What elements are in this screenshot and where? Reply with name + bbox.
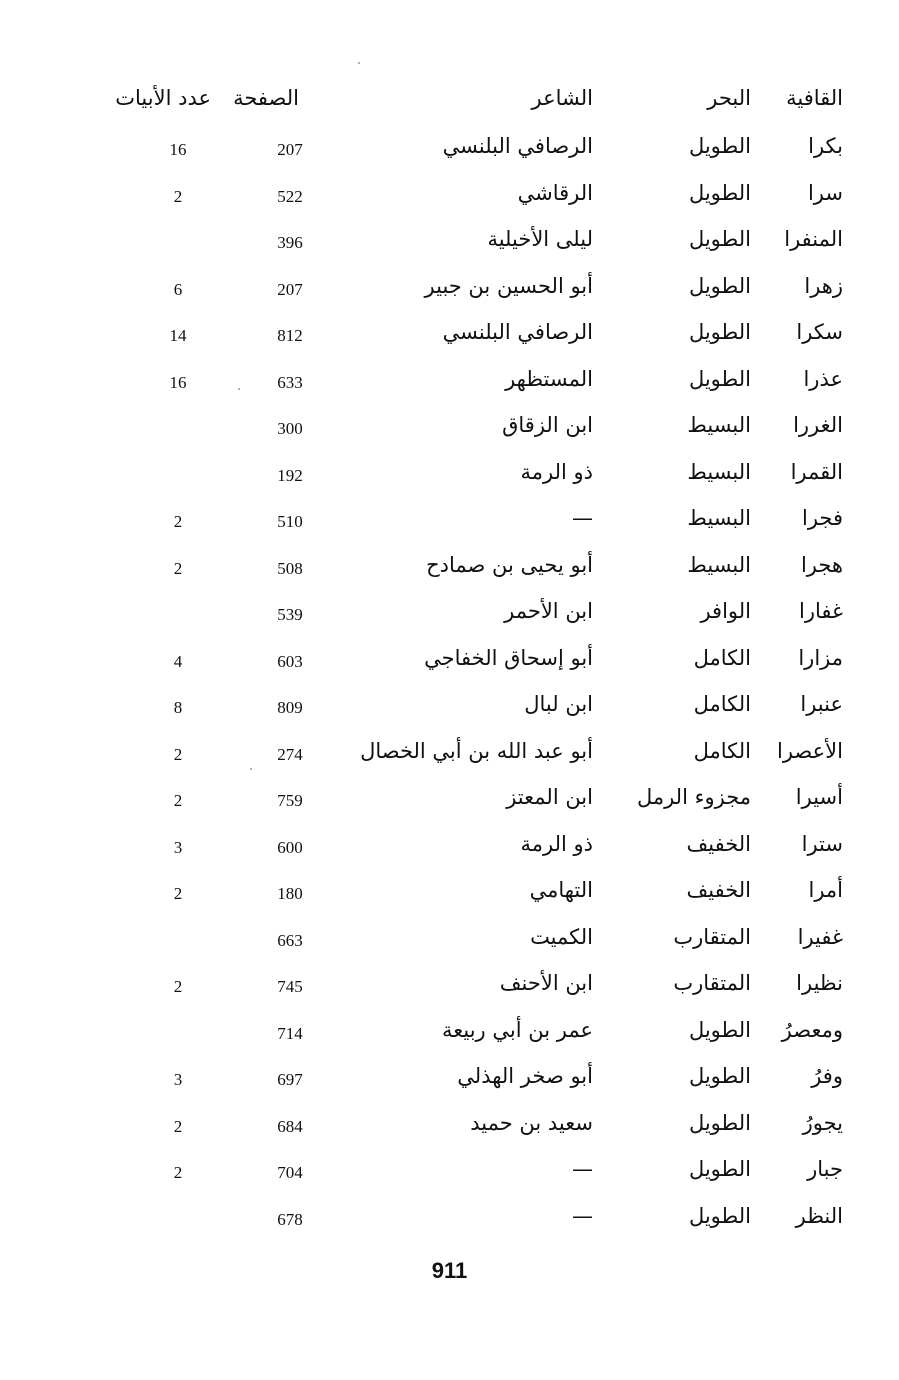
poet-cell: ابن الأحمر — [504, 599, 593, 623]
page-cell: 759 — [277, 791, 303, 810]
qafia-cell: أمرا — [808, 878, 843, 902]
verse-count-cell: 3 — [173, 1070, 183, 1089]
bahr-cell: الطويل — [688, 180, 751, 205]
table-row — [0, 925, 899, 965]
page-cell: 192 — [277, 465, 303, 485]
scan-speck — [238, 388, 240, 390]
table-row — [0, 1111, 899, 1151]
table-row — [0, 646, 899, 686]
bahr-cell: البسيط — [687, 552, 751, 577]
bahr-cell: البسيط — [687, 413, 751, 437]
qafia-cell: عذرا — [803, 366, 843, 391]
qafia-cell: سترا — [801, 831, 843, 856]
table-row — [0, 692, 899, 732]
scan-speck — [358, 62, 360, 64]
page-cell: 522 — [277, 186, 303, 206]
verse-count-cell: 2 — [173, 744, 183, 764]
table-row — [0, 971, 899, 1011]
verse-count-cell: 2 — [173, 558, 183, 578]
table-row — [0, 413, 899, 453]
bahr-cell: الطويل — [688, 1064, 751, 1088]
verse-count-cell: 2 — [173, 977, 183, 996]
qafia-cell: يجورُ — [802, 1110, 843, 1135]
poet-cell: الرصافي البلنسي — [442, 134, 593, 158]
header-count: عدد الأبيات — [115, 86, 211, 110]
page-cell: 508 — [277, 558, 303, 578]
header-qafia: القافية — [786, 86, 843, 110]
header-shaer: الشاعر — [531, 86, 593, 110]
bahr-cell: الكامل — [693, 645, 751, 670]
qafia-cell: المنفرا — [784, 227, 843, 251]
page-cell: 633 — [277, 372, 303, 392]
verse-count-cell: 6 — [173, 279, 183, 299]
page-cell: 704 — [277, 1163, 303, 1182]
bahr-cell: الطويل — [688, 273, 751, 298]
poet-cell: ابن لبال — [524, 692, 593, 716]
header-page: الصفحة — [233, 86, 299, 110]
qafia-cell: هجرا — [800, 552, 843, 577]
table-row — [0, 227, 899, 267]
qafia-cell: غفارا — [799, 599, 843, 623]
page-cell: 274 — [277, 744, 303, 764]
poet-cell: ابن الزقاق — [502, 413, 593, 437]
poet-cell: أبو يحيى بن صمادح — [426, 552, 593, 577]
bahr-cell: الطويل — [688, 227, 751, 251]
verse-count-cell: 2 — [173, 186, 183, 206]
verse-count-cell: 2 — [173, 512, 183, 531]
poet-cell: ابن المعتز — [506, 785, 593, 809]
poet-cell: أبو صخر الهذلي — [457, 1064, 593, 1088]
bahr-cell: الطويل — [688, 134, 751, 158]
qafia-cell: عنبرا — [800, 692, 843, 716]
page-cell: 663 — [277, 930, 303, 950]
qafia-cell: أسيرا — [795, 785, 843, 809]
table-row — [0, 553, 899, 593]
table-row — [0, 739, 899, 779]
poet-cell: أبو الحسين بن جبير — [424, 273, 593, 298]
table-row — [0, 878, 899, 918]
poet-cell: سعيد بن حميد — [470, 1110, 593, 1135]
page-cell: 539 — [277, 605, 303, 624]
table-row — [0, 1157, 899, 1197]
bahr-cell: الوافر — [700, 599, 751, 623]
bahr-cell: الطويل — [688, 1157, 751, 1181]
bahr-cell: الكامل — [693, 738, 751, 763]
table-row — [0, 1018, 899, 1058]
page-cell: 180 — [277, 884, 303, 903]
poet-cell: — — [572, 1157, 593, 1181]
qafia-cell: سكرا — [796, 320, 843, 344]
header-bahr: البحر — [707, 86, 751, 110]
poet-cell: ذو الرمة — [520, 459, 593, 484]
page-cell: 697 — [277, 1070, 303, 1089]
bahr-cell: الخفيف — [686, 878, 751, 902]
page-cell: 745 — [277, 977, 303, 996]
scan-speck — [250, 768, 252, 770]
page-cell: 300 — [277, 419, 303, 438]
bahr-cell: البسيط — [687, 506, 751, 530]
table-row — [0, 320, 899, 360]
qafia-cell: نظيرا — [796, 971, 843, 995]
page-cell: 396 — [277, 233, 303, 252]
verse-count-cell: 16 — [169, 372, 187, 392]
verse-count-cell: 8 — [173, 698, 183, 717]
table-row — [0, 460, 899, 500]
verse-count-cell: 3 — [173, 837, 183, 857]
table-row — [0, 832, 899, 872]
bahr-cell: مجزوء الرمل — [636, 785, 751, 809]
poet-cell: أبو عبد الله بن أبي الخصال — [360, 738, 593, 763]
page-cell: 207 — [277, 140, 303, 159]
page-cell: 678 — [277, 1209, 303, 1229]
page-cell: 510 — [277, 512, 303, 531]
poet-cell: ابن الأحنف — [499, 971, 593, 995]
table-row — [0, 274, 899, 314]
poet-cell: ذو الرمة — [520, 831, 593, 856]
table-row — [0, 1064, 899, 1104]
qafia-cell: الغررا — [793, 413, 843, 437]
page-number: 911 — [431, 1258, 468, 1283]
poet-cell: الرصافي البلنسي — [442, 320, 593, 344]
page-cell: 603 — [277, 651, 303, 671]
poet-cell: أبو إسحاق الخفاجي — [424, 645, 593, 670]
qafia-cell: النظر — [795, 1203, 843, 1228]
qafia-cell: ومعصرُ — [781, 1017, 843, 1042]
bahr-cell: الطويل — [688, 1203, 751, 1228]
bahr-cell: البسيط — [687, 459, 751, 484]
bahr-cell: الخفيف — [686, 831, 751, 856]
poet-cell: المستظهر — [505, 366, 593, 391]
poet-cell: — — [572, 506, 593, 530]
table-row — [0, 181, 899, 221]
qafia-cell: مزارا — [798, 645, 843, 670]
qafia-cell: جبار — [807, 1157, 843, 1181]
verse-count-cell: 2 — [173, 1163, 183, 1182]
qafia-cell: غفيرا — [797, 924, 843, 949]
poet-cell: الرقاشي — [517, 180, 593, 205]
page-cell: 812 — [277, 326, 303, 345]
table-row — [0, 599, 899, 639]
verse-count-cell: 4 — [173, 651, 183, 671]
page-cell: 600 — [277, 837, 303, 857]
qafia-cell: فجرا — [801, 506, 843, 530]
qafia-cell: سرا — [807, 180, 843, 205]
poet-cell: عمر بن أبي ربيعة — [441, 1017, 593, 1042]
qafia-cell: القمرا — [790, 459, 843, 484]
page-cell: 714 — [277, 1023, 303, 1043]
qafia-cell: بكرا — [808, 134, 843, 158]
table-row — [0, 1204, 899, 1244]
poet-cell: — — [572, 1203, 593, 1228]
qafia-cell: الأعصرا — [777, 738, 843, 763]
bahr-cell: الطويل — [688, 320, 751, 344]
verse-count-cell: 2 — [173, 1116, 183, 1136]
table-row — [0, 785, 899, 825]
bahr-cell: المتقارب — [673, 971, 751, 995]
verse-count-cell: 2 — [173, 884, 183, 903]
verse-count-cell: 14 — [169, 326, 187, 345]
page-cell: 684 — [277, 1116, 303, 1136]
table-row — [0, 134, 899, 174]
poet-cell: ليلى الأخيلية — [487, 227, 593, 251]
bahr-cell: المتقارب — [673, 924, 751, 949]
table-header — [0, 86, 899, 126]
poet-cell: الكميت — [530, 924, 593, 949]
table-row — [0, 506, 899, 546]
bahr-cell: الطويل — [688, 1017, 751, 1042]
verse-count-cell: 16 — [169, 140, 187, 159]
page-cell: 207 — [277, 279, 303, 299]
table-row — [0, 367, 899, 407]
page-cell: 809 — [277, 698, 303, 717]
bahr-cell: الطويل — [688, 366, 751, 391]
qafia-cell: وفرُ — [811, 1064, 843, 1088]
poet-cell: التهامي — [529, 878, 593, 902]
bahr-cell: الكامل — [693, 692, 751, 716]
bahr-cell: الطويل — [688, 1110, 751, 1135]
qafia-cell: زهرا — [804, 273, 843, 298]
verse-count-cell: 2 — [173, 791, 183, 810]
